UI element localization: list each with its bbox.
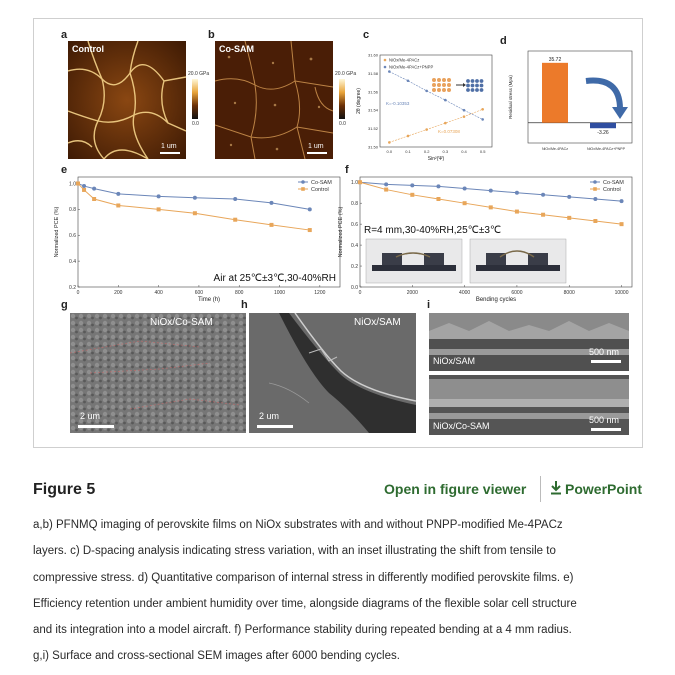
data-point (407, 135, 410, 138)
caption-line: g,i) Surface and cross-sectional SEM images after 6000 bending cycles. (33, 650, 400, 663)
y-tick-label: 31.50 (367, 144, 378, 150)
sem-image-cross-section-sam (429, 313, 629, 371)
chart-c-stress-analysis (352, 37, 500, 165)
inset-lattice-dot (471, 84, 475, 88)
sem-image-surface-co-sam (70, 313, 246, 433)
x-tick-label: 0.0 (386, 149, 393, 154)
bar-value-label: -3.26 (597, 130, 609, 137)
colorbar-max: 20.0 GPa (335, 71, 357, 77)
data-point (358, 180, 362, 184)
x-tick-label: 0.5 (479, 149, 486, 154)
y-tick-label: 0.8 (351, 200, 358, 207)
afm-title-co-sam: Co-SAM (219, 44, 254, 54)
scale-bar (257, 425, 293, 428)
data-point (436, 184, 440, 188)
scale-bar (591, 428, 621, 431)
y-tick-label: 0.6 (351, 221, 358, 228)
caption-line: compressive stress. d) Quantitative comparison of internal stress in differently modified perovskite films. e) (33, 571, 574, 584)
data-point (541, 193, 545, 197)
y-tick-label: 31.54 (367, 107, 378, 113)
x-tick-label: 600 (194, 290, 204, 296)
legend-marker (301, 180, 305, 184)
x-tick-label: 2000 (406, 290, 418, 296)
panel-a-letter: a (61, 29, 68, 41)
legend-label: Control (603, 187, 621, 193)
inset-lattice-dot (471, 79, 475, 83)
y-tick-label: 31.60 (367, 52, 378, 58)
panel-i-letter: i (427, 299, 431, 311)
legend-marker (301, 187, 305, 191)
inset-lattice-dot (471, 88, 475, 92)
data-point (388, 141, 391, 144)
data-point (410, 183, 414, 187)
series-line-control (78, 183, 310, 230)
afm-image-control (68, 41, 186, 159)
panel-b-letter: b (208, 29, 215, 41)
bar-me-4pacz-pnpp (590, 123, 616, 128)
scale-bar-label: 500 nm (589, 347, 620, 357)
data-point (308, 228, 312, 232)
x-category-label: NiOx/Me-4PACz (541, 147, 569, 151)
x-category-label: NiOx/Me-4PACz+PNPP (587, 147, 625, 151)
powerpoint-link[interactable]: PowerPoint (565, 481, 643, 497)
data-point (444, 99, 447, 102)
inset-lattice-dot (442, 78, 446, 82)
legend-marker (384, 66, 387, 69)
x-tick-label: 1200 (314, 290, 326, 296)
x-tick-label: 6000 (511, 290, 523, 296)
panel-h-letter: h (241, 299, 248, 311)
x-tick-label: 400 (154, 290, 163, 296)
inset-lattice-dot (447, 88, 451, 92)
data-point (157, 194, 161, 198)
data-point (193, 196, 197, 200)
scale-bar (591, 360, 621, 363)
divider (540, 476, 541, 502)
photo-clamp (424, 253, 444, 265)
data-point (92, 197, 96, 201)
y-tick-label: 0.0 (351, 284, 358, 291)
y-axis-label: Residual stress (Mpa) (508, 75, 513, 119)
data-point (489, 189, 493, 193)
caption-line: and its integration into a model aircraft. f) Performance stability during repeated bending at a 4 mm radius. (33, 624, 572, 637)
panel-g-letter: g (61, 299, 68, 311)
data-point (407, 79, 410, 82)
slope-annotation: K=0.07308 (438, 129, 460, 134)
data-point (410, 193, 414, 197)
curved-arrow-icon (586, 81, 620, 109)
data-point (620, 222, 624, 226)
data-point (489, 205, 493, 209)
colorbar (192, 79, 198, 119)
inset-lattice-dot (466, 79, 470, 83)
download-icon[interactable] (550, 480, 562, 496)
data-point (463, 115, 466, 118)
y-tick-label: 31.58 (367, 70, 378, 76)
x-axis-label: Bending cycles (475, 297, 517, 303)
x-axis-label: Sin²(Ψ) (427, 156, 445, 162)
photo-clamp (382, 253, 402, 265)
scale-bar-label: 1 um (308, 143, 324, 150)
y-tick-label: 1.0 (351, 180, 358, 187)
scale-bar (78, 425, 114, 428)
scale-bar-label: 2 um (259, 411, 280, 421)
chart-annotation: Air at 25℃±3℃,30-40%RH (213, 273, 336, 284)
inset-lattice-dot (437, 78, 441, 82)
data-point (384, 182, 388, 186)
scale-bar-label: 1 um (161, 143, 177, 150)
y-axis-label: 2θ (degree) (356, 88, 362, 114)
legend-label: Co-SAM (311, 180, 332, 186)
y-tick-label: 0.2 (351, 263, 358, 270)
data-point (82, 188, 86, 192)
photo-base (476, 265, 560, 271)
caption-line: a,b) PFNMQ imaging of perovskite films on NiOx substrates with and without PNPP-modified Me-4PACz (33, 519, 563, 531)
scale-bar (307, 152, 327, 154)
data-point (116, 203, 120, 207)
sem-image-cross-section-co-sam (429, 375, 629, 435)
figure-caption (33, 512, 647, 670)
data-point (481, 108, 484, 111)
inset-lattice-dot (447, 78, 451, 82)
colorbar-max: 20.0 GPa (188, 71, 210, 77)
data-point (593, 219, 597, 223)
y-tick-label: 1.0 (69, 181, 76, 188)
inset-lattice-dot (442, 88, 446, 92)
photo-base (372, 265, 456, 271)
legend-marker (384, 59, 387, 62)
y-tick-label: 0.2 (69, 284, 76, 291)
legend-marker (593, 180, 597, 184)
x-tick-label: 0.2 (423, 149, 430, 154)
x-tick-label: 1000 (273, 290, 286, 296)
sem-label-sam: NiOx/SAM (433, 356, 476, 366)
data-point (436, 197, 440, 201)
data-point (515, 191, 519, 195)
x-tick-label: 4000 (459, 290, 471, 296)
x-tick-label: 0 (358, 290, 362, 296)
data-point (620, 199, 624, 203)
legend-label: NiOx/Me-4PACz (389, 57, 420, 63)
inset-lattice-dot (432, 83, 436, 87)
open-figure-viewer-link[interactable]: Open in figure viewer (384, 481, 527, 497)
data-point (567, 195, 571, 199)
y-tick-label: 0.8 (69, 207, 76, 214)
scale-bar-label: 2 um (80, 411, 101, 421)
chart-annotation: R=4 mm,30-40%RH,25℃±3℃ (364, 225, 502, 236)
x-tick-label: 0.3 (442, 149, 449, 154)
y-axis-label: Normalized PCE (%) (54, 206, 60, 258)
y-tick-label: 0.4 (69, 258, 76, 265)
panel-f-letter: f (345, 164, 349, 176)
inset-lattice-dot (475, 88, 479, 92)
legend-label: Control (311, 187, 329, 193)
data-point (92, 187, 96, 191)
figure-title: Figure 5 (33, 481, 96, 498)
data-point (515, 210, 519, 214)
series-line-control (389, 109, 482, 142)
inset-lattice-dot (480, 84, 484, 88)
bending-photo (366, 239, 462, 283)
sem-label-co-sam: NiOx/Co-SAM (433, 421, 490, 431)
sem-label-sam: NiOx/SAM (354, 317, 401, 328)
sem-label-co-sam: NiOx/Co-SAM (150, 317, 213, 328)
scale-bar (160, 152, 180, 154)
inset-lattice-dot (447, 83, 451, 87)
figure-image[interactable] (33, 18, 643, 448)
afm-title-control: Control (72, 44, 104, 54)
x-tick-label: 800 (235, 290, 244, 296)
data-point (233, 197, 237, 201)
data-point (269, 223, 273, 227)
data-point (567, 216, 571, 220)
inset-arrowhead (463, 83, 466, 87)
inset-lattice-dot (437, 88, 441, 92)
slope-annotation: K=-0.10353 (386, 101, 410, 106)
caption-line: layers. c) D-spacing analysis indicating stress variation, with an inset illustrating the shift from tensile to (33, 545, 556, 558)
chart-e-humidity-stability (48, 171, 348, 309)
y-tick-label: 31.56 (367, 89, 378, 95)
colorbar-min: 0.0 (339, 121, 346, 127)
y-axis-label: Normalized PCE (%) (338, 206, 344, 258)
bar-me-4pacz (542, 63, 568, 123)
data-point (193, 211, 197, 215)
legend-label: NiOx/Me-4PACz+PNPP (389, 64, 434, 70)
inset-lattice-dot (432, 78, 436, 82)
arrowhead-icon (612, 107, 628, 119)
inset-lattice-dot (466, 88, 470, 92)
series-line-control (360, 182, 622, 224)
x-tick-label: 0.4 (461, 149, 467, 154)
panel-e-letter: e (61, 164, 68, 176)
panel-c-letter: c (363, 29, 370, 41)
afm-image-co-sam (215, 41, 333, 159)
x-tick-label: 10000 (614, 290, 629, 296)
data-point (388, 70, 391, 73)
inset-lattice-dot (432, 88, 436, 92)
colorbar-min: 0.0 (192, 121, 199, 127)
data-point (116, 192, 120, 196)
data-point (463, 109, 466, 112)
data-point (444, 122, 447, 125)
data-point (593, 197, 597, 201)
data-point (384, 188, 388, 192)
data-point (157, 207, 161, 211)
data-point (82, 184, 86, 188)
colorbar (339, 79, 345, 119)
inset-lattice-dot (475, 84, 479, 88)
x-axis-label: Time (h) (197, 297, 221, 303)
inset-lattice-dot (480, 88, 484, 92)
x-tick-label: 0 (76, 290, 80, 296)
x-tick-label: 200 (114, 290, 123, 296)
data-point (233, 218, 237, 222)
data-point (541, 213, 545, 217)
series-line-pnpp (389, 72, 482, 120)
inset-lattice-dot (480, 79, 484, 83)
y-tick-label: 0.4 (351, 242, 358, 249)
data-point (481, 118, 484, 121)
inset-lattice-dot (466, 84, 470, 88)
data-point (269, 201, 273, 205)
inset-lattice-dot (442, 83, 446, 87)
inset-lattice-dot (475, 79, 479, 83)
y-tick-label: 0.6 (69, 233, 76, 240)
chart-d-residual-stress (500, 41, 638, 165)
data-point (76, 181, 80, 185)
legend-marker (593, 187, 597, 191)
panel-d-letter: d (500, 35, 507, 47)
data-point (463, 187, 467, 191)
data-point (308, 207, 312, 211)
chart-f-bending-stability (334, 171, 638, 309)
x-tick-label: 0.1 (405, 149, 411, 154)
bending-photo (470, 239, 566, 283)
caption-line: Efficiency retention under ambient humidity over time, alongside diagrams of the flexible solar cell structure (33, 597, 577, 610)
y-tick-label: 31.52 (367, 126, 378, 132)
data-point (463, 201, 467, 205)
data-point (425, 90, 428, 93)
inset-lattice-dot (437, 83, 441, 87)
sem-image-surface-sam (249, 313, 416, 433)
bar-value-label: 35.72 (548, 56, 562, 63)
data-point (425, 128, 428, 131)
legend-label: Co-SAM (603, 180, 624, 186)
x-tick-label: 8000 (563, 290, 575, 296)
scale-bar-label: 500 nm (589, 415, 620, 425)
